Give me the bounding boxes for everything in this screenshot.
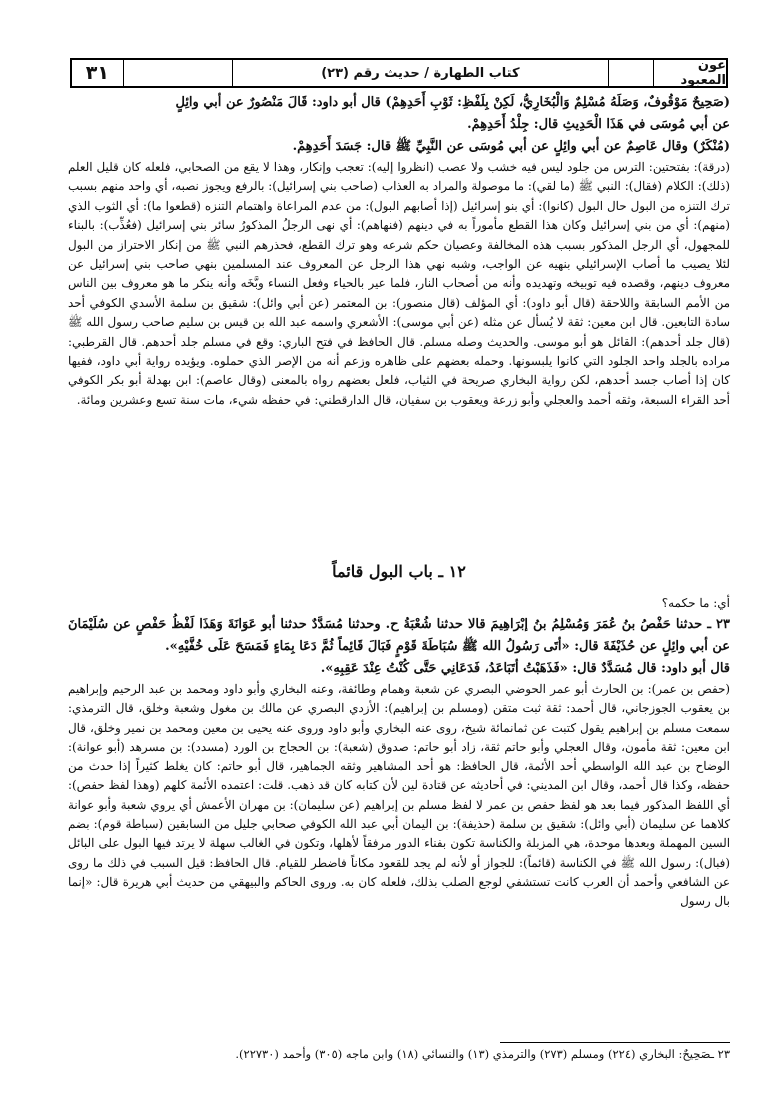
page-number: ٣١ xyxy=(72,60,124,86)
hadith-text-line: (صَحِيحٌ مَوْقُوفٌ، وَصَلَهُ مُسْلِمٌ وَالْبُخَارِيُّ، لَكِنْ بِلَفْظِ: ثَوْبِ أَحَدِهِمْ) قال أبو داود: قَالَ مَنْصُورٌ عن أبي وائِلٍ xyxy=(175,95,730,110)
commentary-section-1 xyxy=(68,92,730,410)
commentary-paragraph: (درقة): بفتحتين: الترس من جلود ليس فيه خشب ولا عصب (انظروا إليه): تعجب وإنكار، وهذا لا يقع من الصحابي، فلعله كان قليل العلم (ذلك): الكلام (فقال): النبي ﷺ (ما لقي): ما موصولة والمراد به العذاب (صاحب بني إسرائيل): بالرفع ويجوز نصبه، أي واحد منهم بسبب ترك التنزه من البول حال البول (كانوا): أي بنو إسرائيل (إذا أصابهم البول): من عدم المراعاة واهتمام التنزه (قطعوا ما): أي الثوب الذي (منهم): أي من بني إسرائيل وكان هذا القطع مأموراً به في دينهم (فنهاهم): أي نهى الرجلُ المذكورُ سائر بني إسرائيل (فعُذِّب): بالبناء للمجهول، أي الرجل المذكور بسبب هذه المخالفة وعصيان حكم شرعه وهو ترك القطع، فحذرهم النبي ﷺ من إنكار الاحتراز من البول لئلا يصيب ما أصاب الإسرائيلي بنهيه عن الواجب، وشبه نهي هذا الرجل عن المعروف عند المسلمين بنهي صاحب بني إسرائيل عن معروف دينهم، وقصده فيه توبيخه وتهديده وأنه من أصحاب النار، فلما عير بالحياء وفعل النساء وبَّخَه وأنه ينكر ما هو معروف بين الناس من الأمم السابقة واللاحقة (قال أبو داود): أي المؤلف (قال منصور): بن المعتمر (عن أبي وائل): شقيق بن سلمة الأسدي الكوفي أحد سادة التابعين. قال ابن معين: ثقة لا يُسأل عن مثله (عن أبي موسى): الأشعري واسمه عبد الله بن قيس بن سليم صاحب رسول الله ﷺ (قال جلد أحدهم): القائل هو أبو موسى. والحديث وصله مسلم. قال الحافظ في فتح الباري: وقع في مسلم جلد أحدهم. قال القرطبي: مراده بالجلد واحد الجلود التي كانوا يلبسونها. وحمله بعضهم على ظاهره وزعم أنه من الإصر الذي حملوه. ويؤيده رواية أبي داود، ففيها كان إذا أصاب جسد أحدهم، لكن رواية البخاري صريحة في الثياب، فلعل بعضهم رواه بالمعنى (وقال عاصم): ابن بهدلة أبو بكر الكوفي أحد القراء السبعة، وثقه أحمد والعجلي وأبو زرعة ويعقوب بن سفيان، قال الدارقطني: في حفظه شيء، مات سنة تسع وعشرين ومائة. xyxy=(68,160,730,407)
footnote: ٢٣ ـصَحِيحٌ: البخاري (٢٢٤) ومسلم (٢٧٣) والترمذي (١٣) والنسائي (١٨) وابن ماجه (٣٠٥) وأحمد (٢٢٧٣٠). xyxy=(235,1047,730,1061)
hadith-text: قال أبو داود: قال مُسَدَّدٌ قال: «فَذَهَبْتُ أتَبَاعَدُ، فَدَعَانِي حَتَّى كُنْتُ عِنْدَ عَقِبِهِ». xyxy=(320,661,730,676)
book-name: عون المعبود xyxy=(680,58,726,88)
running-title: كتاب الطهارة / حديث رقم (٢٣) xyxy=(233,60,609,86)
commentary-paragraph: (حفص بن عمر): بن الحارث أبو عمر الحوضي البصري عن شعبة وهمام وطائفة، وعنه البخاري وأبو داود ومحمد بن عبد الرحيم وإبراهيم بن يعقوب الجوزجاني، قال أحمد: ثقة ثبت متقن (ومسلم بن إبراهيم): الأزدي البصري عن مالك بن مغول وشعبة وخلق، قال الترمذي: سمعت مسلم بن إبراهيم يقول كتبت عن ثمانمائة شيخ، روى عنه البخاري وأبو داود وروى عنه يحيى بن معين ومحمد بن نمير وخلق، قال ابن معين: ثقة مأمون، وقال العجلي وأبو حاتم ثقة، زاد أبو حاتم: صدوق (شعبة): بن الحجاج بن الورد (مسدد): بن مسرهد (أبو عوانة): الوضاح بن عبد الله الواسطي أحد الأئمة، قال الحافظ: هو أحد المشاهير وثقه الجماهير، قال أبو حاتم: كان يغلط كثيراً إذا حدث من حفظه، وكذا قال أحمد، وقال ابن المديني: في أحاديثه عن قتادة لين لأن كتابه كان قد ذهب. قلت: اعتمده الأئمة كلهم (وهذا لفظ حفص): أي اللفظ المذكور فيما بعد هو لفظ حفص بن عمر لا لفظ مسلم بن إبراهيم (عن سليمان): بن مهران الأعمش أي يروي شعبة وأبو عوانة كلاهما عن سليمان (أبي وائل): شقيق بن سلمة (حذيفة): بن اليمان أبي عبد الله الكوفي صحابي جليل من السابقين (سباطة قوم): بضم السين المهملة وبعدها موحدة، هي المزبلة والكناسة تكون بفناء الدور مرفقاً لأهلها، وتكون في الغالب سهلة لا يرتد فيها البول على البائل (فبال): رسول الله ﷺ في الكناسة (قائماً): للجواز أو لأنه لم يجد للقعود مكاناً فاضطر للقيام. قال الحافظ: قيل السبب في ذلك ما روى عن الشافعي وأحمد أن العرب كانت تستشفي لوجع الصلب بذلك، فلعله كان به. وروى الحاكم والبيهقي من حديث أبي هريرة قال: «إنما بال رسول xyxy=(68,682,730,909)
header-blank-cell xyxy=(609,60,655,86)
footnote-divider xyxy=(500,1042,730,1043)
chapter-heading: ١٢ ـ باب البول قائماً xyxy=(332,562,466,581)
hadith-text-line: (مُنْكَرٌ) وقال عَاصِمٌ عن أبي وائِلٍ عن أبي مُوسَى عن النَّبِيِّ ﷺ قال: جَسَدَ أَحَدِهِمْ. xyxy=(292,139,730,154)
chapter-question: أي: ما حكمه؟ xyxy=(661,596,730,610)
page-header xyxy=(70,58,728,88)
header-blank-cell xyxy=(124,60,233,86)
hadith-text-line: عن أبي مُوسَى في هَذَا الْحَدِيثِ قال: جِلْدُ أَحَدِهِمْ. xyxy=(467,117,730,132)
hadith-text: ٢٣ ـ حدثنا حَفْصُ بنُ عُمَرَ وَمُسْلِمُ بنُ إبْرَاهِيمَ قالا حدثنا شُعْبَةُ ح. وحدثنا مُسَدَّدٌ حدثنا أبو عَوَانَةَ وَهَذَا لَفْظُ حَفْصٍ عن سُلَيْمَانَ عن أبي وائِلٍ عن حُذَيْفَةَ قال: «أتَى رَسُولُ الله ﷺ سُبَاطَةَ قَوْمٍ فَبَالَ قَائِماً ثُمَّ دَعَا بِمَاءٍ فَمَسَحَ عَلَى خُفَّيْهِ». xyxy=(68,617,730,654)
commentary-section-2 xyxy=(68,614,730,912)
